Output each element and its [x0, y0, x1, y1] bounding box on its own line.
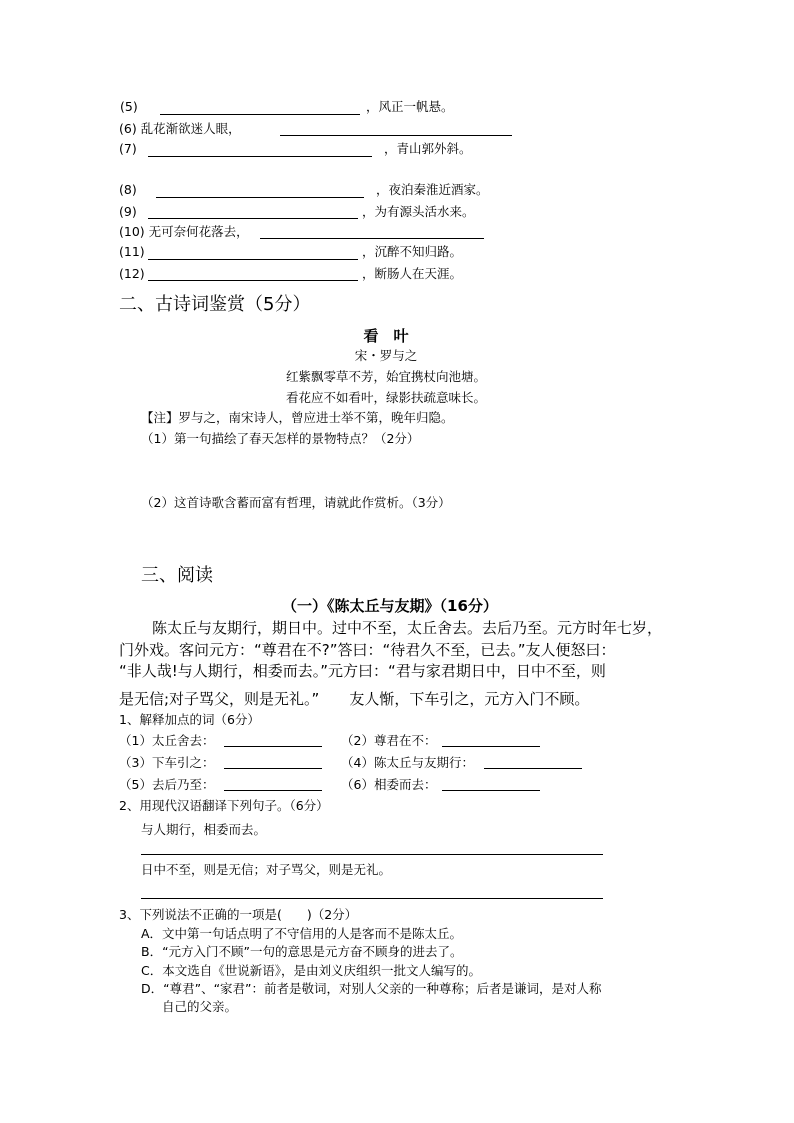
poem-question-1: （1）第一句描绘了春天怎样的景物特点？（2分）	[141, 431, 420, 446]
word-3-blank[interactable]	[224, 768, 322, 769]
q10-text: (10) 无可奈何花落去，	[119, 224, 249, 239]
word-3-label: （3）下车引之：	[119, 755, 215, 770]
q9-number: (9)	[119, 204, 137, 219]
section3-heading: 三、阅读	[141, 565, 213, 586]
q11-tail: ，沉醉不知归路。	[362, 244, 463, 259]
q5-number: (5)	[120, 99, 138, 114]
translate-sentence-2: 日中不至，则是无信；对子骂父，则是无礼。	[141, 862, 392, 877]
poem-note: 【注】罗与之，南宋诗人，曾应进士举不第，晚年归隐。	[141, 410, 454, 425]
q9-tail: ，为有源头活水来。	[362, 204, 475, 219]
translate-answer-line-2[interactable]	[141, 898, 603, 899]
poem-line-2: 看花应不如看叶，绿影扶疏意味长。	[286, 390, 487, 405]
q6-text: (6) 乱花渐欲迷人眼，	[119, 121, 241, 136]
poem-line-1: 红紫飘零草不芳，始宜携杖向池塘。	[286, 369, 487, 384]
word-6-blank[interactable]	[442, 790, 540, 791]
reading-subtitle: （一）《陈太丘与友期》（16分）	[282, 597, 498, 615]
option-d: D．“尊君”、“家君”：前者是敬词，对别人父亲的一种尊称；后者是谦词，是对人称	[141, 981, 602, 996]
passage-line-3: “非人哉!与人期行，相委而去。”元方曰：“君与家君期日中，日中不至，则	[119, 662, 606, 680]
q5-tail: ，风正一帆悬。	[366, 99, 454, 114]
word-2-label: （2）尊君在不：	[341, 733, 437, 748]
question-2-title: 2、用现代汉语翻译下列句子。（6分）	[119, 798, 329, 813]
q12-blank[interactable]	[148, 280, 358, 281]
q9-blank[interactable]	[148, 218, 358, 219]
poem-question-2: （2）这首诗歌含蓄而富有哲理，请就此作赏析。（3分）	[141, 495, 451, 510]
option-a: A．文中第一句话点明了不守信用的人是客而不是陈太丘。	[141, 926, 463, 941]
passage-line-4: 是无信;对子骂父，则是无礼。” 友人惭，下车引之，元方入门不顾。	[119, 690, 590, 708]
q10-blank[interactable]	[260, 238, 484, 239]
option-b: B．“元方入门不顾”一句的意思是元方奋不顾身的进去了。	[141, 944, 463, 959]
q8-number: (8)	[119, 182, 137, 197]
q7-tail: ，青山郭外斜。	[384, 141, 472, 156]
q12-tail: ，断肠人在天涯。	[362, 266, 463, 281]
q7-number: (7)	[119, 141, 137, 156]
word-4-blank[interactable]	[484, 768, 582, 769]
passage-line-2: 门外戏。客问元方：“尊君在不?”答曰：“待君久不至，已去。”友人便怒曰：	[119, 641, 616, 659]
q7-blank[interactable]	[148, 156, 372, 157]
word-4-label: （4）陈太丘与友期行：	[341, 755, 474, 770]
option-d-continued: 自己的父亲。	[162, 999, 238, 1014]
option-c: C．本文选自《世说新语》，是由刘义庆组织一批文人编写的。	[141, 963, 481, 978]
q12-number: (12)	[119, 266, 145, 281]
section2-heading: 二、古诗词鉴赏（5分）	[119, 294, 311, 315]
q11-blank[interactable]	[148, 259, 358, 260]
word-2-blank[interactable]	[442, 746, 540, 747]
word-5-label: （5）去后乃至：	[119, 777, 215, 792]
poem-title: 看 叶	[363, 327, 409, 345]
word-6-label: （6）相委而去：	[341, 777, 437, 792]
word-1-label: （1）太丘舍去：	[119, 733, 215, 748]
q6-blank[interactable]	[280, 135, 512, 136]
word-5-blank[interactable]	[224, 790, 322, 791]
translate-sentence-1: 与人期行，相委而去。	[141, 822, 267, 837]
poem-author: 宋・罗与之	[354, 348, 418, 363]
question-1-title: 1、解释加点的词（6分）	[119, 712, 260, 727]
q8-tail: ，夜泊秦淮近酒家。	[376, 182, 489, 197]
q11-number: (11)	[119, 244, 145, 259]
translate-answer-line-1[interactable]	[141, 854, 603, 855]
passage-line-1: 陈太丘与友期行，期日中。过中不至，太丘舍去。去后乃至。元方时年七岁，	[152, 619, 663, 637]
word-1-blank[interactable]	[224, 746, 322, 747]
q5-blank[interactable]	[160, 114, 360, 115]
q8-blank[interactable]	[156, 197, 364, 198]
question-3-title: 3、下列说法不正确的一项是( )（2分）	[119, 907, 358, 922]
